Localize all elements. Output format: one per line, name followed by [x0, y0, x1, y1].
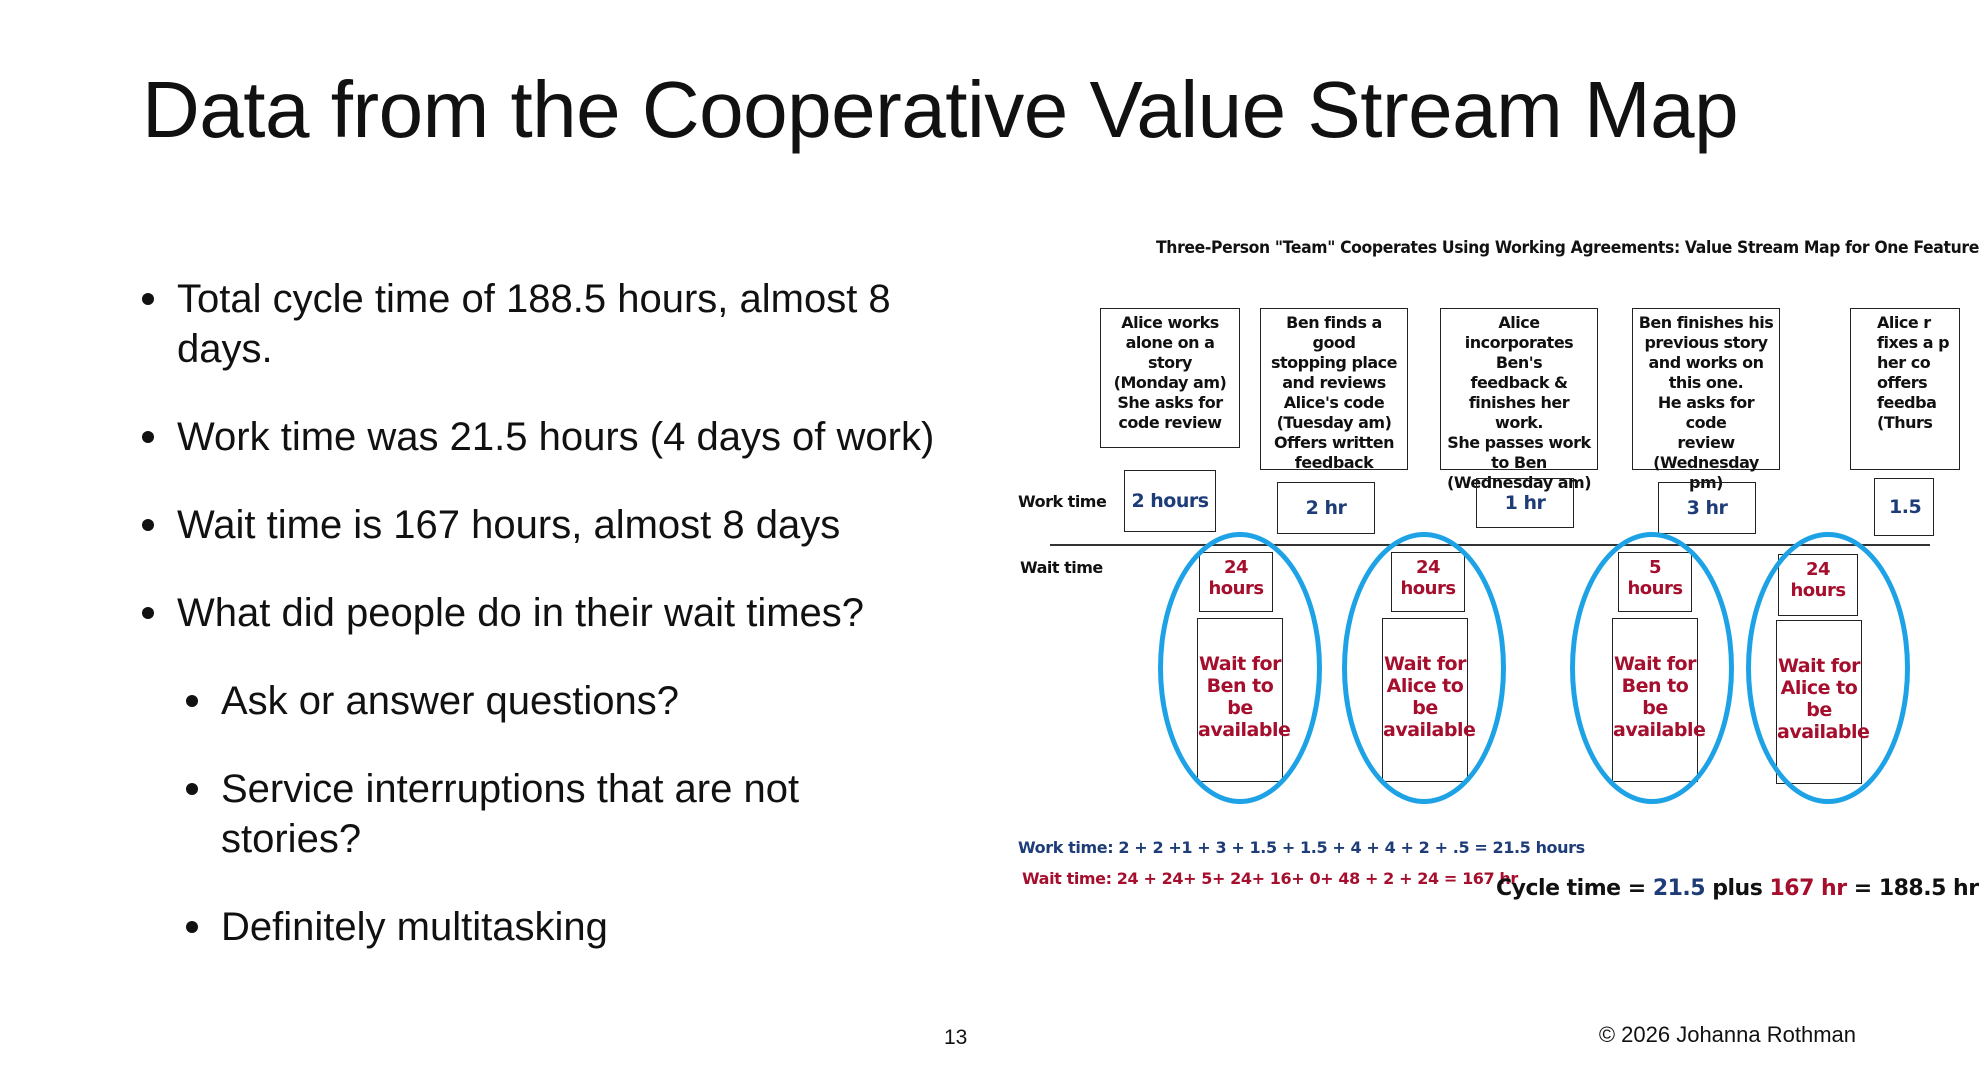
- wait-hours-box: 24 hours: [1778, 554, 1858, 616]
- cycle-time-middle: plus: [1705, 876, 1770, 901]
- bullet-item: Total cycle time of 188.5 hours, almost 8 days.: [140, 274, 940, 374]
- value-stream-map: [1012, 228, 1979, 928]
- wait-hours-box: 24 hours: [1391, 552, 1465, 612]
- bullet-item: Wait time is 167 hours, almost 8 days: [140, 500, 940, 550]
- work-time-box: 2 hr: [1277, 482, 1375, 534]
- sub-bullet-item: Ask or answer questions?: [184, 676, 940, 726]
- sub-bullet-item: Definitely multitasking: [184, 902, 940, 952]
- sub-bullet-item: Service interruptions that are not stories?: [184, 764, 940, 864]
- bullet-list: [140, 274, 940, 952]
- slide-title: Data from the Cooperative Value Stream Map: [142, 65, 1739, 154]
- process-step: Ben finds a good stopping place and reviews Alice's code (Tuesday am) Offers written feedback: [1260, 308, 1408, 470]
- wait-hours-box: 24 hours: [1199, 552, 1273, 612]
- wait-time-formula: Wait time: 24 + 24+ 5+ 24+ 16+ 0+ 48 + 2 + 24 = 167 hr: [1022, 869, 1518, 888]
- process-step: Alice r fixes a p her co offers feedba (Thurs: [1850, 308, 1960, 470]
- wait-time-label: Wait time: [1020, 558, 1103, 577]
- process-step: Alice works alone on a story (Monday am) She asks for code review: [1100, 308, 1240, 448]
- wait-reason-box: Wait for Alice to be available: [1382, 618, 1468, 782]
- process-step: Alice incorporates Ben's feedback & finishes her work. She passes work to Ben (Wednesday am): [1440, 308, 1598, 470]
- wait-highlight-ellipse: [1342, 532, 1506, 804]
- work-time-formula: Work time: 2 + 2 +1 + 3 + 1.5 + 1.5 + 4 + 4 + 2 + .5 = 21.5 hours: [1018, 838, 1585, 857]
- wait-hours-box: 5 hours: [1618, 552, 1692, 612]
- wait-highlight-ellipse: [1570, 532, 1734, 804]
- wait-highlight-ellipse: [1158, 532, 1322, 804]
- cycle-work-value: 21.5: [1652, 876, 1706, 901]
- work-time-box: 3 hr: [1658, 482, 1756, 534]
- wait-reason-box: Wait for Ben to be available: [1197, 618, 1283, 782]
- wait-highlight-ellipse: [1746, 532, 1910, 804]
- page-number: 13: [944, 1026, 968, 1049]
- cycle-time-suffix: = 188.5 hr: [1846, 876, 1979, 901]
- wait-reason-box: Wait for Alice to be available: [1776, 620, 1862, 784]
- wait-reason-box: Wait for Ben to be available: [1612, 618, 1698, 782]
- work-time-box: 2 hours: [1124, 470, 1216, 532]
- cycle-time-summary: [1496, 876, 1979, 901]
- bullet-item: Work time was 21.5 hours (4 days of work): [140, 412, 940, 462]
- cycle-wait-value: 167 hr: [1769, 876, 1847, 901]
- copyright-notice: © 2026 Johanna Rothman: [1598, 1022, 1856, 1047]
- process-step: Ben finishes his previous story and works on this one. He asks for code review (Wednesday pm): [1632, 308, 1780, 470]
- work-time-label: Work time: [1018, 492, 1107, 511]
- value-stream-map-title: Three-Person "Team" Cooperates Using Working Agreements: Value Stream Map for One Feature: [1156, 238, 1979, 258]
- bullet-item: What did people do in their wait times?: [140, 588, 940, 638]
- work-time-box: 1 hr: [1476, 478, 1574, 528]
- cycle-time-prefix: Cycle time =: [1496, 876, 1653, 901]
- work-time-box: 1.5: [1874, 478, 1934, 536]
